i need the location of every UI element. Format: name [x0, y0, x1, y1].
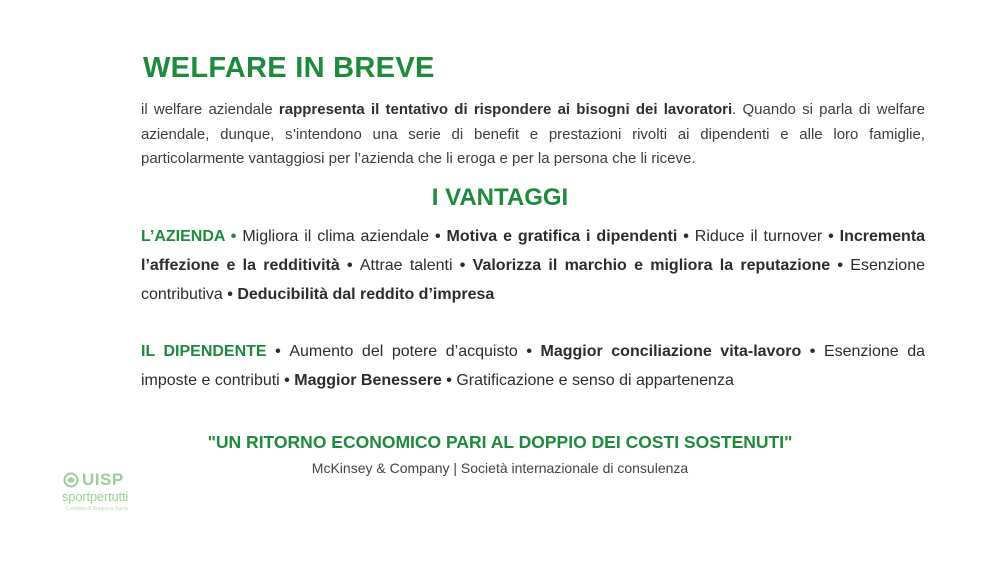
bullet-separator: • [339, 257, 360, 274]
azienda-benefit-item: Deducibilità dal reddito d’impresa [237, 286, 495, 303]
dipendente-paragraph [141, 337, 925, 395]
dipendente-benefit-item: Esenzione da imposte e contributi [141, 343, 926, 389]
azienda-label: L’AZIENDA [141, 228, 225, 245]
bullet-separator: • [801, 343, 824, 360]
logo-subline: Comitato di Brugnera-Sacile [66, 506, 129, 512]
bullet-separator: • [222, 286, 238, 303]
bullet-separator: • [441, 372, 457, 389]
azienda-benefit-item: Valorizza il marchio e migliora la reputazione [472, 257, 831, 274]
intro-paragraph [141, 98, 925, 172]
dipendente-benefit-item: Maggior conciliazione vita-lavoro [540, 343, 802, 360]
azienda-paragraph [141, 222, 925, 309]
intro-prefix: il welfare aziendale [141, 101, 279, 118]
dipendente-benefit-item: Maggior Benessere [294, 372, 442, 389]
dipendente-benefit-item: Gratificazione e senso di appartenenza [456, 372, 734, 389]
quote-source: McKinsey & Company | Società internazionale di consulenza [311, 460, 689, 476]
dipendente-benefit-item: Aumento del potere d’acquisto [289, 343, 518, 360]
azienda-benefit-item: Incrementa l’affezione e la redditività [141, 228, 926, 274]
bullet-separator: • [429, 228, 447, 245]
intro-rest: . Quando si parla di welfare aziendale, dunque, s’intendono una serie di benefit e prestazioni rivolti ai dipendenti e alle loro famiglie, particolarmente vantaggiosi per l’azienda che li eroga e per la persona che li riceve. [141, 101, 925, 167]
azienda-benefit-item: Motiva e gratifica i dipendenti [446, 228, 678, 245]
bullet-separator: • [822, 228, 840, 245]
azienda-benefit-item: Esenzione contributiva [141, 257, 925, 303]
bullet-separator: • [279, 372, 295, 389]
azienda-benefit-item: Migliora il clima aziendale [242, 228, 430, 245]
azienda-benefit-item: Riduce il turnover [694, 228, 823, 245]
logo-tagline: sportpertutti [62, 489, 129, 504]
page-title: WELFARE IN BREVE [143, 52, 435, 84]
dipendente-label: IL DIPENDENTE [141, 343, 267, 360]
logo-name: UISP [82, 470, 124, 489]
quote: "UN RITORNO ECONOMICO PARI AL DOPPIO DEI COSTI SOSTENUTI" [207, 432, 793, 452]
bullet-separator: • [452, 257, 473, 274]
uisp-logo [62, 470, 142, 518]
azienda-benefit-item: Attrae talenti [359, 257, 453, 274]
bullet-separator: • [677, 228, 695, 245]
bullet-separator: • [830, 257, 851, 274]
bullet-separator: • [266, 343, 290, 360]
uisp-logo-icon [62, 472, 80, 488]
bullet-separator: • [517, 343, 541, 360]
intro-bold: rappresenta il tentativo di rispondere ai bisogni dei lavoratori [278, 101, 733, 118]
section-title: I VANTAGGI [431, 184, 569, 211]
bullet-separator: • [224, 228, 243, 245]
